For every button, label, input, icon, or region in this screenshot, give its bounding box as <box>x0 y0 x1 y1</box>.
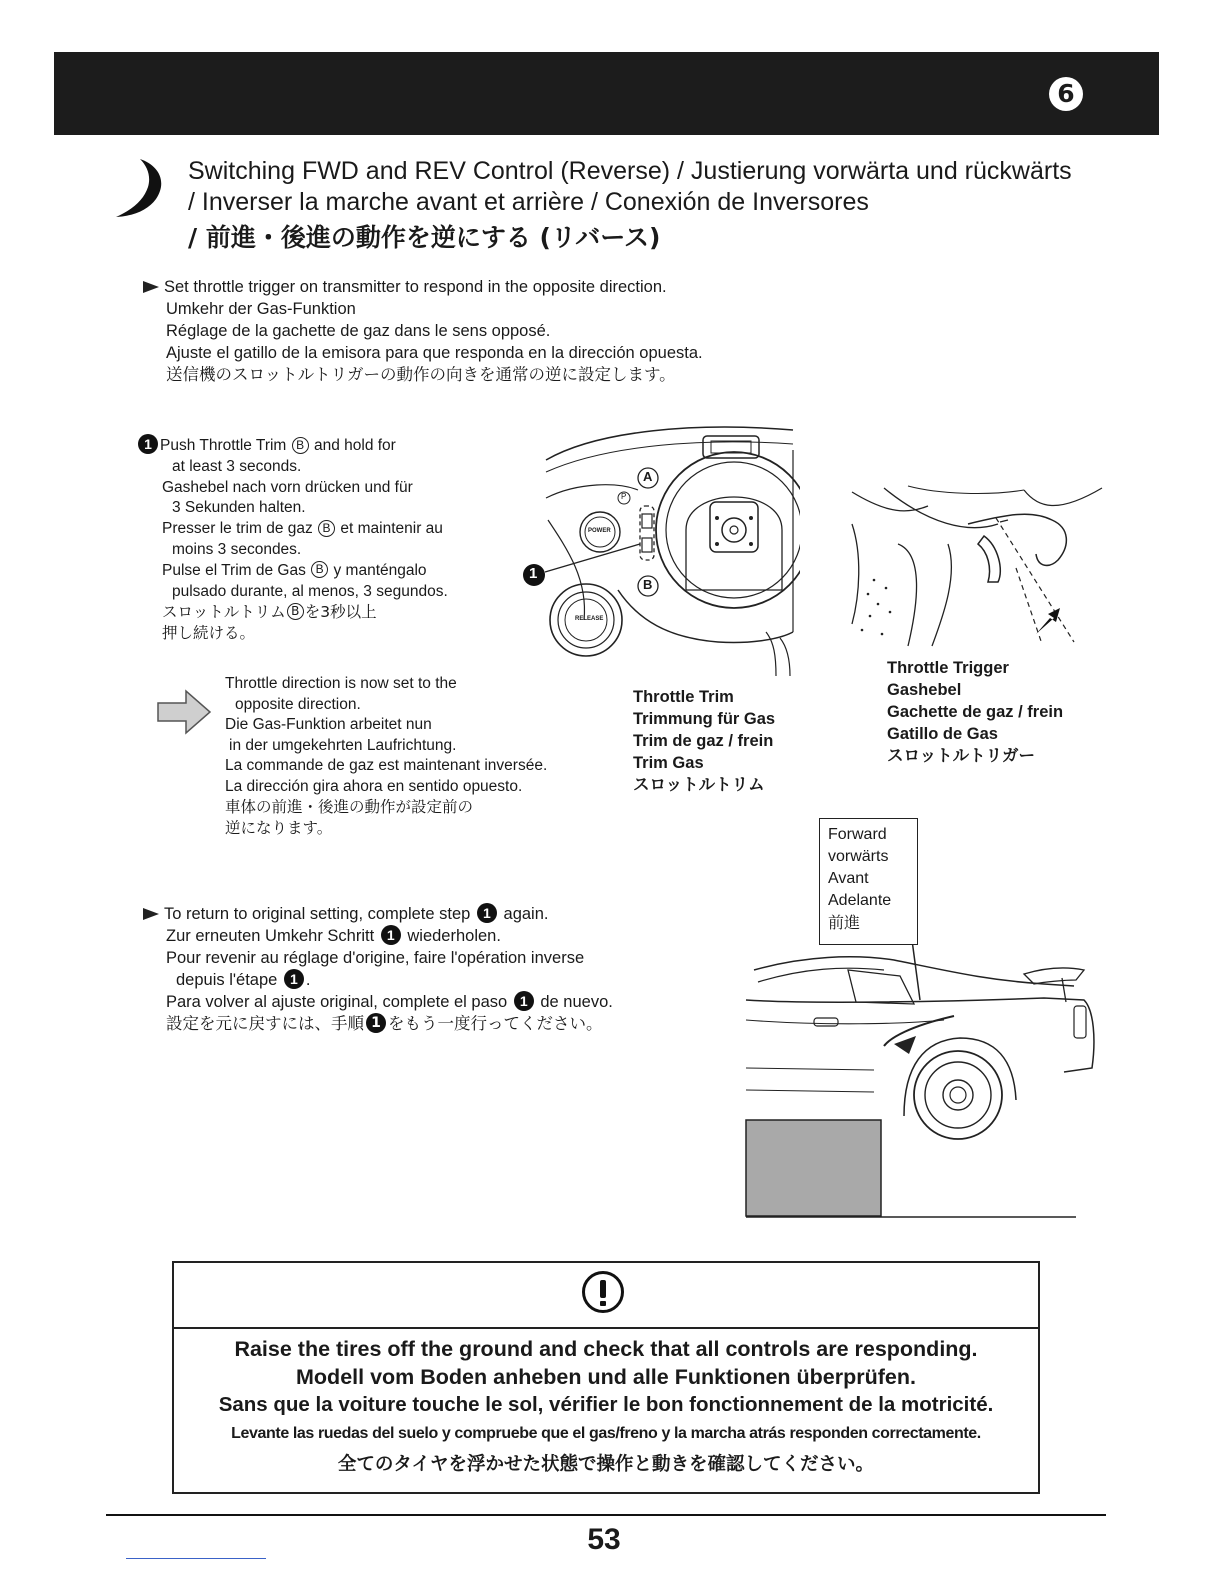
car-on-stand-illustration <box>744 940 1104 1225</box>
trim-label-b: B <box>643 577 653 592</box>
trim-b-icon: B <box>318 520 335 537</box>
footer-link-underline <box>126 1558 266 1559</box>
step-1-instructions: 1 Push Throttle Trim B and hold for at least 3 seconds. Gashebel nach vorn drücken und für 3 Sekunden halten. Presser le trim de gaz B et maintenir au moins 3 secondes. Pulse el Trim de Gas B y manténgalo pulsado durante, al menos, 3 segundos. スロットルトリム B を3秒以上 押し続ける。 <box>136 436 506 644</box>
section-swoosh-icon <box>112 157 178 219</box>
pointer-arrow-icon <box>143 908 159 920</box>
result-text: Throttle direction is now set to the opposite direction. Die Gas-Funktion arbeitet nun in der umgekehrten Laufrichtung. La commande de gaz est maintenant inversée. La dirección gira ahora en sentido opuesto. 車体の前進・後進の動作が設定前の 逆になります。 <box>225 675 548 837</box>
result-arrow-icon <box>156 689 212 735</box>
trim-label-a: A <box>643 469 653 484</box>
throttle-trigger-illustration <box>848 484 1110 654</box>
section-title <box>188 156 1148 258</box>
intro-jp: 送信機のスロットルトリガーの動作の向きを通常の逆に設定します。 <box>166 365 676 384</box>
intro-instructions <box>143 276 843 386</box>
transmitter-illustration <box>518 420 800 682</box>
footer-rule <box>106 1514 1106 1516</box>
intro-fr: Réglage de la gachette de gaz dans le sens opposé. <box>166 322 551 340</box>
intro-de: Umkehr der Gas-Funktion <box>166 300 356 318</box>
title-line-1: Switching FWD and REV Control (Reverse) / Justierung vorwärta und rückwärts <box>188 157 1072 185</box>
throttle-trigger-label: Throttle Trigger Gashebel Gachette de gaz / frein Gatillo de Gas スロットルトリガー <box>887 659 1064 765</box>
step-number-badge: 6 <box>1049 77 1083 111</box>
title-line-2: / Inverser la marche avant et arrière / Conexión de Inversores <box>188 188 869 216</box>
warning-fr: Sans que la voiture touche le sol, vérifier le bon fonctionnement de la motricité. <box>218 1393 994 1416</box>
step-number-icon: 1 <box>284 969 304 989</box>
trim-b-icon: B <box>287 603 304 620</box>
throttle-trim-label: Throttle Trim Trimmung für Gas Trim de gaz / frein Trim Gas スロットルトリム <box>633 688 776 794</box>
step-1-callout: 1 <box>529 565 538 582</box>
step-number-icon: 1 <box>381 925 401 945</box>
header-bar <box>54 52 1159 135</box>
step-number-icon: 1 <box>366 1013 386 1033</box>
trim-b-icon: B <box>311 561 328 578</box>
trim-label-p: P <box>621 492 627 501</box>
release-button-label: RELEASE <box>575 616 604 622</box>
pointer-arrow-icon <box>143 281 159 293</box>
warning-jp: 全てのタイヤを浮かせた状態で操作と動きを確認してください。 <box>337 1454 875 1475</box>
warning-exclamation-icon <box>582 1271 624 1313</box>
step-number-icon: 1 <box>138 434 158 454</box>
warning-de: Modell vom Boden anheben und alle Funktionen überprüfen. <box>296 1365 916 1389</box>
power-button-label: POWER <box>588 528 611 534</box>
warning-en: Raise the tires off the ground and check that all controls are responding. <box>234 1337 978 1361</box>
return-instructions: To return to original setting, complete step 1 again. Zur erneuten Umkehr Schritt 1 wiederholen. Pour revenir au réglage d'origine, faire l'opération inverse depuis l'étape 1 . Para volver al ajuste original, complete el paso 1 de nuevo. 設定を元に戻すには、手順 1 をもう一度行ってください。 <box>143 903 763 1035</box>
warning-es: Levante las ruedas del suelo y compruebe que el gas/freno y la marcha atrás responden correctamente. <box>231 1425 981 1442</box>
forward-callout: Forward vorwärts Avant Adelante 前進 <box>819 818 918 945</box>
intro-es: Ajuste el gatillo de la emisora para que responda en la dirección opuesta. <box>166 344 703 362</box>
title-line-jp: / 前進・後進の動作を逆にする (リバース) <box>188 223 661 252</box>
step-number-icon: 1 <box>477 903 497 923</box>
intro-en: Set throttle trigger on transmitter to respond in the opposite direction. <box>164 278 667 296</box>
warning-box <box>172 1261 1040 1494</box>
trim-b-icon: B <box>292 437 309 454</box>
step-number-icon: 1 <box>514 991 534 1011</box>
page-number: 53 <box>587 1523 621 1556</box>
